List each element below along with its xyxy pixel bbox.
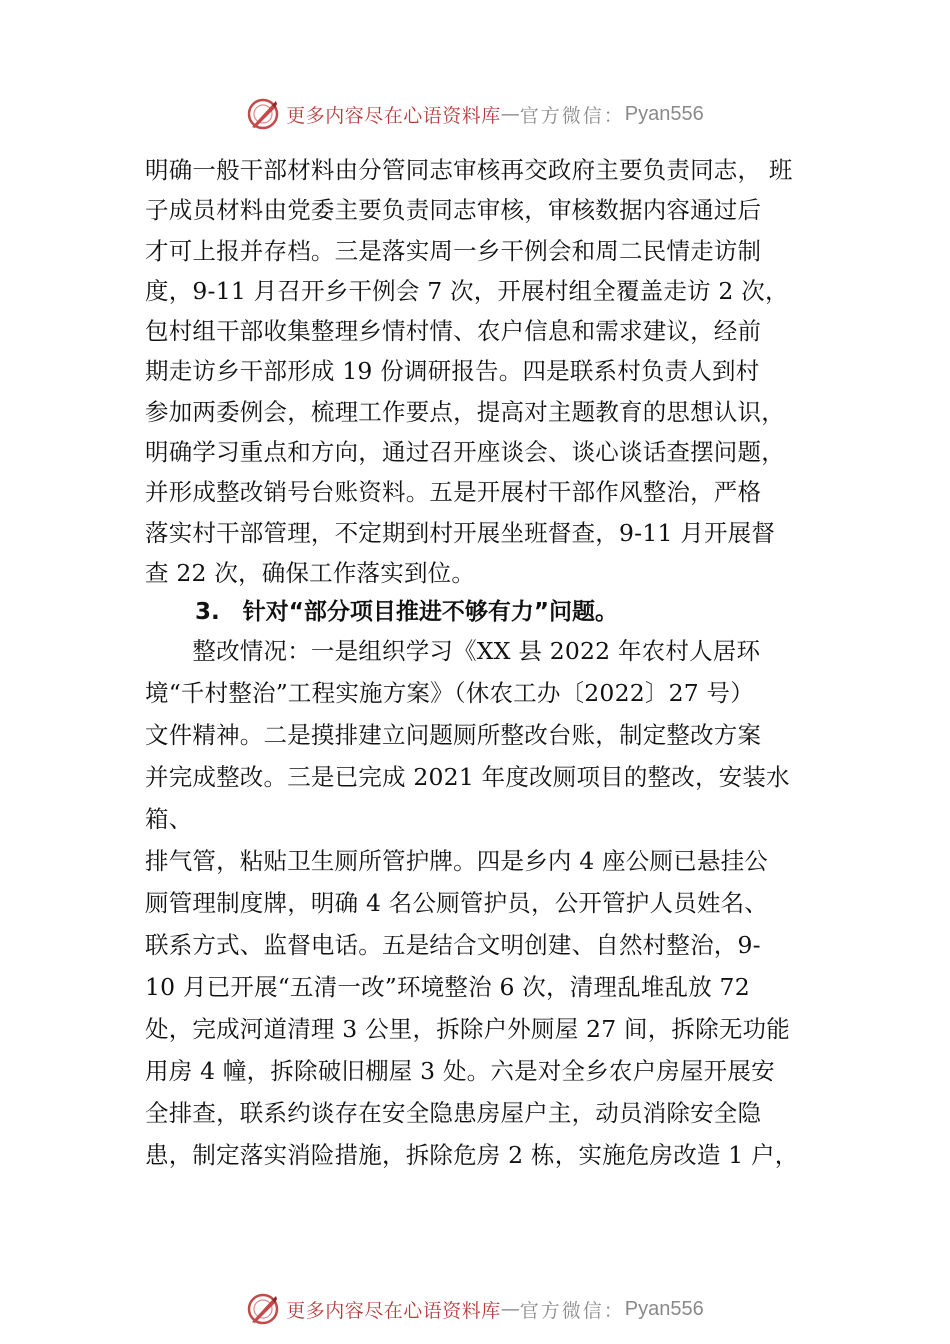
text-line: 查 22 次，确保工作落实到位。: [145, 558, 476, 587]
text-line: 子成员材料由党委主要负责同志审核，审核数据内容通过后: [145, 196, 762, 225]
watermark-separator: —: [500, 103, 520, 125]
paragraph-2: [145, 631, 825, 1175]
text-line: 文件精神。二是摸排建立问题厕所整改台账，制定整改方案: [145, 720, 762, 749]
text-line: 落实村干部管理，不定期到村开展坐班督查，9-11 月开展督: [145, 518, 776, 547]
pen-logo-icon: [246, 1292, 280, 1326]
wechat-label: 官方微信：: [519, 104, 625, 127]
watermark-text: 更多内容尽在心语资料库: [286, 1299, 501, 1322]
text-line: 期走访乡干部形成 19 份调研报告。四是联系村负责人到村: [145, 357, 760, 386]
text-line: 整改情况：一是组织学习《XX 县 2022 年农村人居环: [145, 637, 761, 666]
watermark-separator: —: [500, 1298, 520, 1320]
text-line: 箱、: [145, 804, 193, 833]
wechat-label: 官方微信：: [519, 1299, 625, 1322]
document-body: [145, 150, 825, 1176]
footer-watermark: [0, 1289, 950, 1329]
text-line: 10 月已开展“五清一改”环境整治 6 次，清理乱堆乱放 72: [145, 972, 750, 1001]
text-line: 厕管理制度牌，明确 4 名公厕管护员，公开管护人员姓名、: [145, 888, 768, 917]
text-line: 排气管，粘贴卫生厕所管护牌。四是乡内 4 座公厕已悬挂公: [145, 846, 768, 875]
text-line: 境“千村整治”工程实施方案》（休农工办〔2022〕27 号）: [145, 678, 754, 707]
header-watermark: [0, 94, 950, 134]
text-line: 处，完成河道清理 3 公里，拆除户外厕屋 27 间，拆除无功能: [145, 1014, 790, 1043]
text-line: 才可上报并存档。三是落实周一乡干例会和周二民情走访制: [145, 236, 762, 265]
pen-logo-icon: [246, 97, 280, 131]
wechat-id: Pyan556: [624, 102, 704, 125]
section-heading: 3. 针对“部分项目推进不够有力”问题。: [195, 599, 618, 626]
text-line: 明确一般干部材料由分管同志审核再交政府主要负责同志， 班: [145, 156, 793, 184]
text-line: 包村组干部收集整理乡情村情、农户信息和需求建议，经前: [145, 317, 762, 346]
text-line: 并形成整改销号台账资料。五是开展村干部作风整治，严格: [145, 478, 762, 507]
text-line: 联系方式、监督电话。五是结合文明创建、自然村整治，9-: [145, 930, 761, 959]
text-line: 用房 4 幢，拆除破旧棚屋 3 处。六是对全乡农户房屋开展安: [145, 1056, 775, 1085]
text-line: 明确学习重点和方向，通过召开座谈会、谈心谈话查摆问题，: [145, 438, 785, 467]
watermark-text: 更多内容尽在心语资料库: [286, 104, 501, 127]
text-line: 全排查，联系约谈存在安全隐患房屋户主，动员消除安全隐: [145, 1098, 762, 1127]
text-line: 度，9-11 月召开乡干例会 7 次，开展村组全覆盖走访 2 次，: [145, 276, 789, 305]
paragraph-1: [145, 150, 825, 593]
text-line: 患，制定落实消险措施，拆除危房 2 栋，实施危房改造 1 户，: [145, 1140, 799, 1169]
text-line: 并完成整改。三是已完成 2021 年度改厕项目的整改，安装水: [145, 762, 790, 791]
text-line: 参加两委例会，梳理工作要点，提高对主题教育的思想认识，: [145, 397, 785, 426]
wechat-id: Pyan556: [624, 1297, 704, 1320]
